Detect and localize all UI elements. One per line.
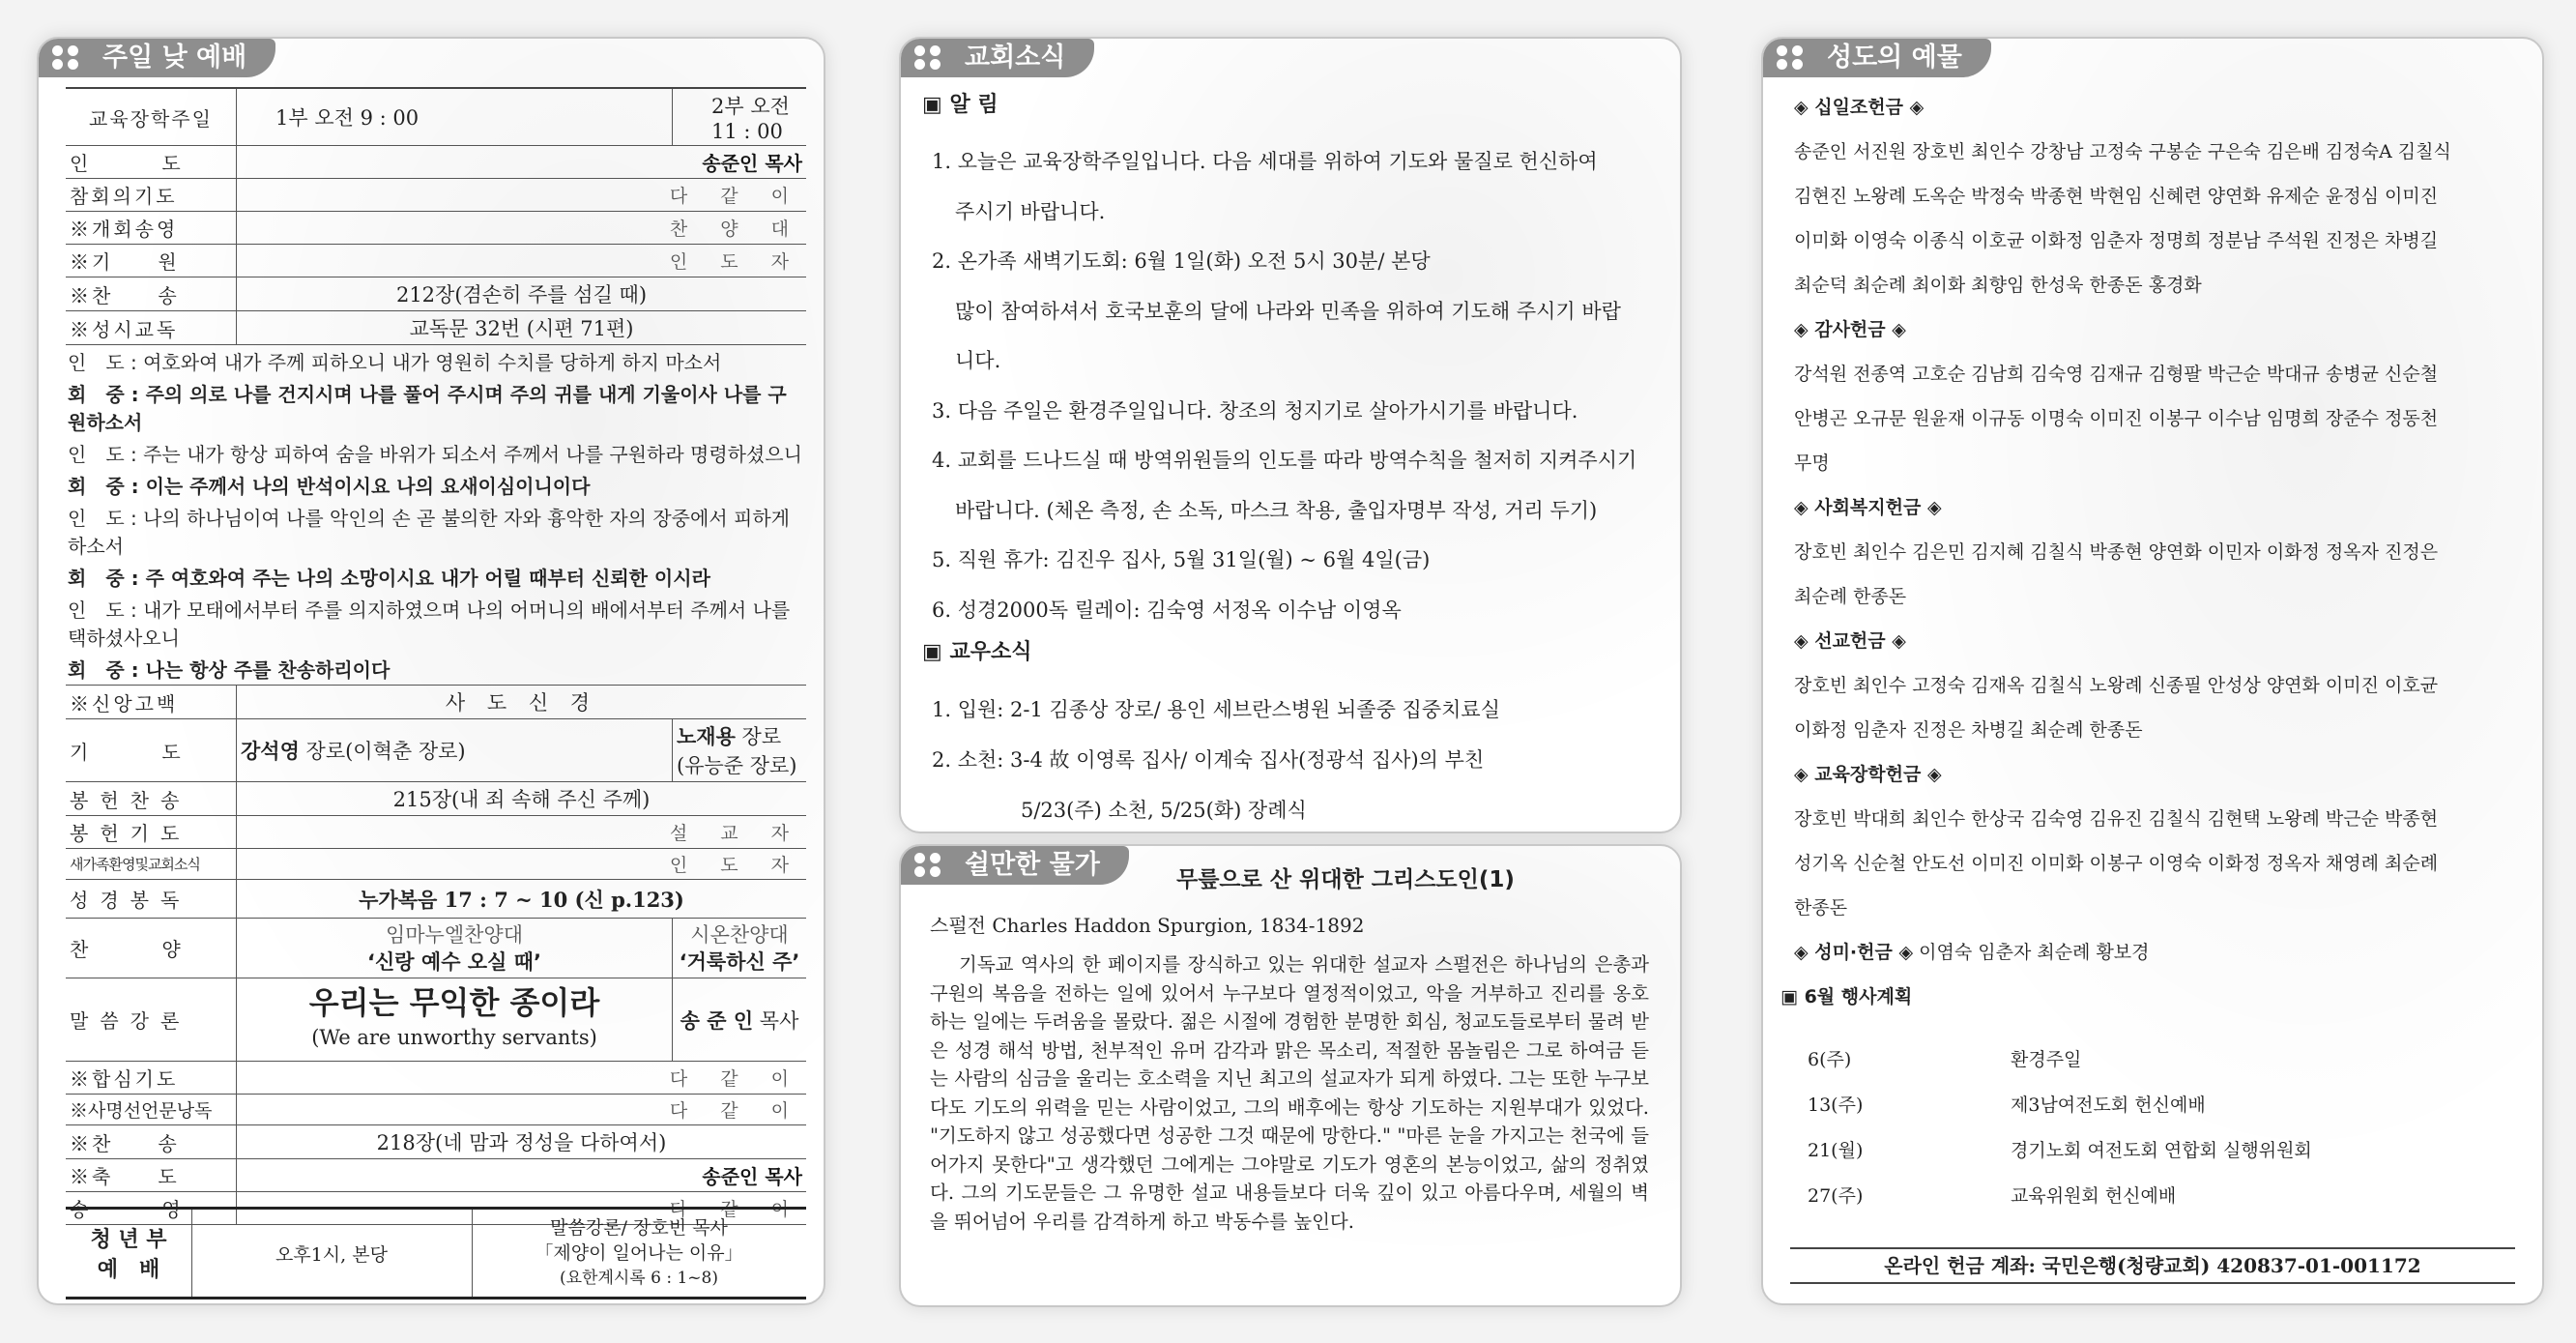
notice-line: 바랍니다. (체온 측정, 손 소독, 마스크 착용, 출입자명부 작성, 거리 두기) (955, 498, 1598, 522)
offerings-panel (1761, 37, 2544, 1305)
litany-line: 회 중 : 주 여호와여 주는 나의 소망이시요 내가 어릴 때부터 신뢰한 이시라 (68, 567, 710, 590)
notice-line: 주시기 바랍니다. (955, 199, 1106, 223)
row-confession (66, 179, 806, 212)
events-heading: ▣ 6월 행사계획 (1780, 986, 1913, 1007)
essay-author: 스펄전 Charles Haddon Spurgion, 1834-1892 (930, 914, 1365, 937)
label-postlude: 송 영 (66, 1192, 237, 1225)
sermon-title: 우리는 무익한 종이라 (308, 983, 600, 1021)
row-offering-prayer (66, 816, 806, 849)
row-doxology (66, 212, 806, 245)
litany-line: 회 중 : 이는 주께서 나의 반석이시요 나의 요새이심이니이다 (68, 475, 591, 498)
offering-misc: ◈ 성미·헌금 ◈ 이염숙 임춘자 최순례 황보경 (1794, 942, 2150, 963)
notice-line: 2. 온가족 새벽기도회: 6월 1일(화) 오전 5시 30분/ 본당 (932, 249, 1431, 273)
value-unison-prayer: 다 같 이 (237, 1062, 807, 1095)
sermon-preacher: 송 준 인 목사 (673, 978, 807, 1062)
offering-names: 장호빈 박대희 최인수 한상국 김숙영 김유진 김칠식 김현택 노왕례 박근순 박종현 (1794, 808, 2439, 830)
member-news-line: 2. 소천: 3-4 故 이영록 집사/ 이계숙 집사(정광석 집사)의 부친 (932, 748, 1485, 772)
offering-group-tithe (1780, 85, 2519, 1019)
offering-names: 이화정 임춘자 진정은 차병길 최순례 한종돈 (1794, 719, 2143, 741)
essay-tab-title: 쉴만한 물가 (965, 850, 1100, 880)
row-offering-hymn (66, 782, 806, 816)
header-row (66, 88, 806, 146)
header-service2: 2부 오전 11 : 00 (673, 88, 807, 146)
worship-order-panel (37, 37, 825, 1305)
row-unison-prayer (66, 1062, 806, 1095)
youth-service-box (66, 1207, 806, 1299)
row-hymn (66, 277, 806, 311)
offerings-tab (1763, 39, 1991, 77)
label-news: 새가족환영및교회소식 (66, 849, 237, 880)
value-mission-statement: 다 같 이 (237, 1095, 807, 1125)
offering-group-title: ◈ 십일조헌금 ◈ (1794, 97, 1925, 118)
row-creed (66, 686, 806, 719)
offering-names: 송준인 서진원 장호빈 최인수 강창남 고정숙 구봉순 구은숙 김은배 김정숙A 김칠식 (1794, 141, 2451, 162)
sermon-title-cell (237, 978, 673, 1062)
notice-line: 니다. (955, 349, 1001, 372)
value-hymn: 212장(겸손히 주를 섬길 때) (237, 277, 807, 311)
notice-line: 6. 성경2000독 릴레이: 김숙영 서정옥 이수남 이영옥 (932, 598, 1402, 622)
value-creed: 사 도 신 경 (237, 686, 807, 719)
event-row: 6(주) 환경주일 (1808, 1049, 2082, 1070)
row-closing-hymn (66, 1125, 806, 1159)
offering-names: 최순덕 최순례 최이화 최향임 한성욱 한종돈 홍경화 (1794, 275, 2202, 296)
events-list (1808, 1037, 2484, 1219)
event-row: 27(주) 교육위원회 헌신예배 (1808, 1185, 2177, 1207)
member-news-list (932, 685, 1657, 833)
label-offering-hymn: 봉헌찬송 (66, 782, 237, 816)
youth-time: 오후1시, 본당 (191, 1210, 473, 1297)
worship-tab (39, 39, 275, 77)
label-scripture: 성경봉독 (66, 880, 237, 919)
header-day: 교육장학주일 (66, 88, 237, 146)
youth-sermon: 말씀강론/ 장호빈 목사 「제양이 일어나는 이유」 (요한계시록 6 : 1~8) (535, 1217, 743, 1288)
value-postlude: 다 같 이 (237, 1192, 807, 1225)
offerings-tab-title: 성도의 예물 (1827, 43, 1962, 73)
offering-names: 한종돈 (1794, 897, 1848, 919)
row-mission-statement (66, 1095, 806, 1125)
value-responsive-reading: 교독문 32번 (시편 71편) (237, 311, 807, 345)
litany-line: 인 도 : 여호와여 내가 주께 피하오니 내가 영원히 수치를 당하게 하지 마소서 (68, 351, 722, 374)
sermon-subtitle: (We are unworthy servants) (311, 1025, 597, 1049)
offering-names: 장호빈 최인수 김은민 김지혜 김칠식 박종현 양연화 이민자 이화정 정옥자 진정은 (1794, 541, 2439, 563)
offering-names: 강석원 전종역 고호순 김남희 김숙영 김재규 김형팔 박근순 박대규 송병균 신순철 (1794, 364, 2439, 385)
row-benediction (66, 1159, 806, 1192)
label-offering-prayer: 봉헌기도 (66, 816, 237, 849)
label-sermon: 말씀강론 (66, 978, 237, 1062)
notice-line: 4. 교회를 드나드실 때 방역위원들의 인도를 따라 방역수칙을 철저히 지켜주시기 (932, 449, 1637, 472)
notice-list (932, 137, 1657, 635)
event-row: 21(월) 경기노회 여전도회 연합회 실행위원회 (1808, 1140, 2312, 1161)
member-news-line: 5/23(주) 소천, 5/25(화) 장례식 (1021, 799, 1307, 822)
church-news-panel (899, 37, 1682, 833)
online-account: 온라인 헌금 계좌: 국민은행(청량교회) 420837-01-001172 (1790, 1247, 2515, 1284)
value-invocation: 인 도 자 (237, 245, 807, 277)
litany-line: 인 도 : 주는 내가 항상 피하여 숨을 바위가 되소서 주께서 나를 구원하라 명령하셨으니 (68, 443, 802, 466)
offering-names: 이미화 이영숙 이종식 이호균 이화정 임춘자 정명희 정분남 주석원 진정은 차병길 (1794, 230, 2439, 251)
notice-line: 많이 참여하셔서 호국보훈의 달에 나라와 민족을 위하여 기도해 주시기 바랍 (955, 299, 1621, 323)
litany-line: 회 중 : 주의 의로 나를 건지시며 나를 풀어 주시며 주의 귀를 내게 기울이사 나를 구원하소서 (68, 383, 787, 434)
label-prayer: 기 도 (66, 719, 237, 782)
offering-group-title: ◈ 사회복지헌금 ◈ (1794, 497, 1942, 518)
value-leader: 송준인 목사 (237, 146, 807, 179)
member-news-heading: ▣ 교우소식 (922, 640, 1032, 664)
offering-names: 김현진 노왕례 도옥순 박정숙 박종현 박현임 신혜련 양연화 유제순 윤정심 이미진 (1794, 186, 2439, 207)
dots-icon (914, 45, 949, 71)
anthem-choir-1: 임마누엘찬양대 ‘신랑 예수 오실 때’ (237, 919, 673, 978)
anthem-choir-2: 시온찬양대 ‘거룩하신 주’ (673, 919, 807, 978)
church-news-tab-title: 교회소식 (965, 43, 1066, 73)
label-mission-statement: ※사명선언문낭독 (66, 1095, 237, 1125)
row-anthem (66, 919, 806, 978)
row-sermon (66, 978, 806, 1062)
notice-line: 5. 직원 휴가: 김진우 집사, 5월 31일(월) ~ 6월 4일(금) (932, 548, 1431, 571)
offering-group-title: ◈ 감사헌금 ◈ (1794, 319, 1906, 340)
dots-icon (1777, 45, 1811, 71)
prayer-elder-2: 노재용 장로(유능준 장로) (673, 719, 807, 782)
value-confession: 다 같 이 (237, 179, 807, 212)
value-news: 인 도 자 (237, 849, 807, 880)
label-responsive-reading: ※성시교독 (66, 311, 237, 345)
offering-group-title: ◈ 선교헌금 ◈ (1794, 630, 1906, 652)
offering-group-title: ◈ 교육장학헌금 ◈ (1794, 764, 1942, 785)
value-closing-hymn: 218장(네 맘과 정성을 다하여서) (237, 1125, 807, 1159)
label-anthem: 찬 양 (66, 919, 237, 978)
prayer-elder-1: 강석영 장로(이혁춘 장로) (237, 719, 673, 782)
row-invocation (66, 245, 806, 277)
label-closing-hymn: ※찬 송 (66, 1125, 237, 1159)
row-news (66, 849, 806, 880)
event-row: 13(주) 제3남여전도회 헌신예배 (1808, 1095, 2206, 1116)
member-news-line: 1. 입원: 2-1 김종상 장로/ 용인 세브란스병원 뇌졸중 집중치료실 (932, 698, 1500, 721)
notice-heading: ▣ 알 림 (922, 93, 999, 117)
label-creed: ※신앙고백 (66, 686, 237, 719)
label-confession: 참회의기도 (66, 179, 237, 212)
offering-names: 성기옥 신순철 안도선 이미진 이미화 이봉구 이영숙 이화정 정옥자 채영례 최순례 (1794, 853, 2439, 874)
litany-line: 회 중 : 나는 항상 주를 찬송하리이다 (66, 653, 806, 686)
offering-names: 안병곤 오규문 원윤재 이규동 이명숙 이미진 이봉구 이수남 임명희 장준수 정동천 (1794, 408, 2439, 429)
dots-icon (914, 853, 949, 878)
label-benediction: ※축 도 (66, 1159, 237, 1192)
essay-title: 무릎으로 산 위대한 그리스도인(1) (1176, 867, 1515, 892)
offering-names: 무명 (1794, 453, 1830, 474)
litany-line: 인 도 : 나의 하나님이여 나를 악인의 손 곧 불의한 자와 흉악한 자의 장중에서 피하게 하소서 (68, 507, 790, 558)
offering-names: 장호빈 최인수 고정숙 김재옥 김칠식 노왕례 신종필 안성상 양연화 이미진 이호균 (1794, 675, 2439, 696)
notice-line: 3. 다음 주일은 환경주일입니다. 창조의 청지기로 살아가시기를 바랍니다. (932, 398, 1578, 423)
header-service1: 1부 오전 9 : 00 (237, 88, 673, 146)
essay-tab (901, 846, 1129, 885)
label-unison-prayer: ※합심기도 (66, 1062, 237, 1095)
litany-line: 인 도 : 내가 모태에서부터 주를 의지하였으며 나의 어머니의 배에서부터 주께서 나를 택하셨사오니 (68, 599, 791, 650)
essay-body: 기독교 역사의 한 페이지를 장식하고 있는 위대한 설교자 스펄전은 하나님의 은총과 구원의 복음을 전하는 일에 있어서 누구보다 열정적이었고, 악을 거부하고 진리를 옹호하는 일에는 두려움을 몰랐다. 젊은 시절에 경험한 분명한 회심, 청교도들로부터 물려 받은 성경 해석 방법, 천부적인 유머 감각과 맑은 목소리, 적절한 몸놀림은 그로 하여금 듣는 사람의 심금을 울리는 호소력을 지닌 최고의 설교자가 되게 하였다. 그는 또한 누구보다도 기도의 위력을 믿는 사람이었고, 그의 배후에는 항상 기도하는 지원부대가 있었다. "기도하지 않고 성공했다면 성공한 그것 때문에 망한다." "마른 눈을 가지고는 천국에 들어가지 못한다"고 생각했던 그에게는 그야말로 기도가 영혼의 본능이었고, 삶의 정취였다. 그의 기도문들은 그 유명한 설교 내용들보다 더욱 깊이 있고 아름다우며, 세월의 벽을 뛰어넘어 우리를 감격하게 하고 박동수를 높인다. (930, 953, 1649, 1233)
row-prayer (66, 719, 806, 782)
offering-names: 최순례 한종돈 (1794, 586, 1907, 607)
value-offering-prayer: 설 교 자 (237, 816, 807, 849)
value-offering-hymn: 215장(내 죄 속해 주신 주께) (237, 782, 807, 816)
label-hymn: ※찬 송 (66, 277, 237, 311)
row-leader (66, 146, 806, 179)
row-scripture (66, 880, 806, 919)
value-benediction: 송준인 목사 (237, 1159, 807, 1192)
label-doxology: ※개회송영 (66, 212, 237, 245)
label-leader: 인 도 (66, 146, 237, 179)
notice-line: 1. 오늘은 교육장학주일입니다. 다음 세대를 위하여 기도와 물질로 헌신하여 (932, 150, 1598, 173)
church-news-tab (901, 39, 1094, 77)
youth-label: 청 년 부 예 배 (66, 1210, 192, 1297)
value-scripture: 누가복음 17 : 7 ~ 10 (신 p.123) (237, 880, 807, 919)
worship-tab-title: 주일 낮 예배 (102, 43, 247, 73)
essay-panel (899, 844, 1682, 1307)
worship-order-table (66, 87, 806, 1225)
label-invocation: ※기 원 (66, 245, 237, 277)
value-doxology: 찬 양 대 (237, 212, 807, 245)
row-responsive-reading (66, 311, 806, 345)
dots-icon (52, 45, 87, 71)
